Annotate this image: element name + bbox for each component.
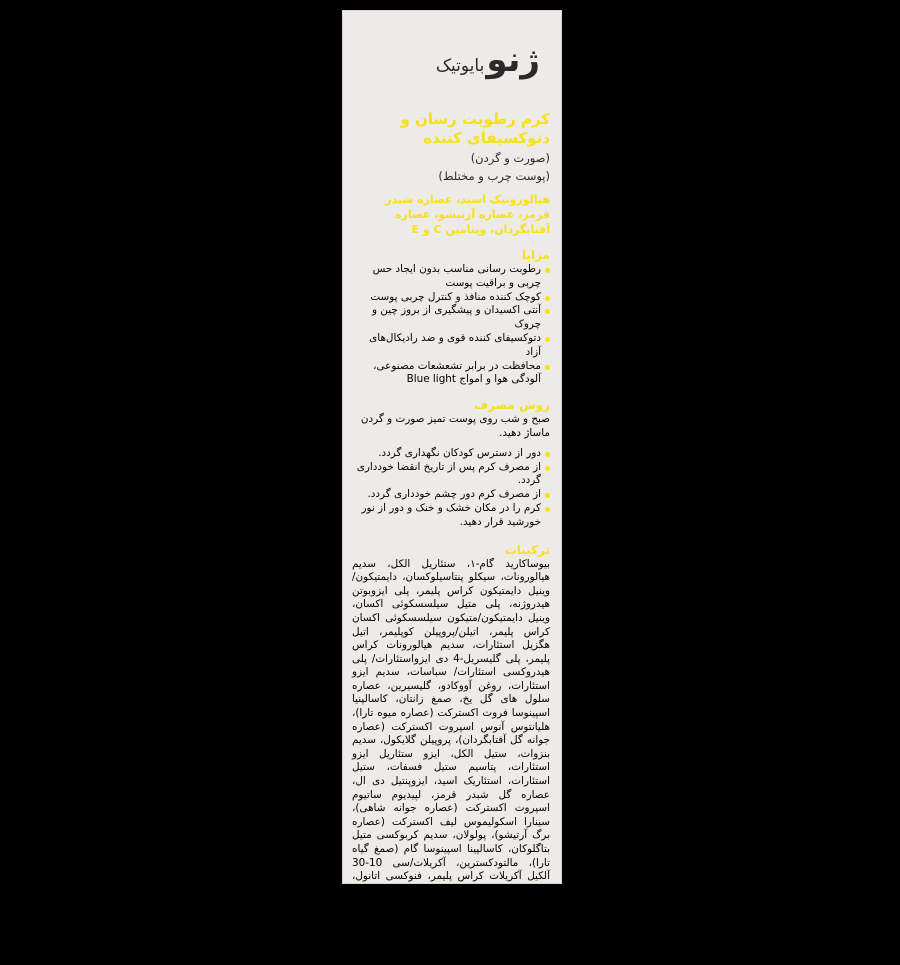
warning-item: دور از دسترس کودکان نگهداری گردد. (352, 447, 550, 461)
usage-text: صبح و شب روی پوست تمیز صورت و گردن ماساژ دهید. (360, 413, 550, 439)
product-info (352, 110, 550, 965)
product-subtitle-area: (صورت و گردن) (470, 151, 550, 165)
warning-item: کرم را در مکان خشک و خنک و دور از نور خورشید قرار دهید. (352, 502, 550, 530)
product-subtitle-skin: (پوست چرب و مختلط) (438, 169, 550, 183)
benefit-item: محافظت در برابر تشعشعات مصنوعی، آلودگی هوا و امواج Blue light (352, 360, 550, 388)
product-title-line2: دتوکسیفای کننده (423, 129, 550, 147)
benefits-list (352, 263, 550, 387)
warning-item: از مصرف کرم دور چشم خودداری گردد. (352, 488, 550, 502)
benefit-item: دتوکسیفای کننده قوی و ضد رادیکال‌های آزاد (352, 332, 550, 360)
usage-heading: روش مصرف (474, 398, 550, 413)
benefits-heading: مزایا (521, 248, 550, 262)
key-ingredients: هیالورونیک اسید، عصاره شبدر قرمز، عصاره آرتیشو، عصاره آفتابگردان، ویتامین C و E (385, 193, 550, 236)
product-box-side-panel (342, 10, 562, 964)
product-title-line1: کرم رطوبت رسان و (400, 110, 550, 128)
warning-item: از مصرف کرم پس از تاریخ انقضا خودداری گردد. (352, 461, 550, 489)
composition-text: بیوساکارید گام-۱، ستئاریل الکل، سدیم هیالورونات، سیکلو پنتاسیلوکسان، دایمتیکون/وینیل دایمتیکون کراس پلیمر، پلی ایزوبوتن هیدروژنه، پلی متیل سیلسسکوئی اکسان، وینیل دایمتیکون/متیکون سیلسسکوئی اکسان کراس پلیمر، اتیلن/پروپیلن کوپلیمر، اتیل هگزیل استئارات، سدیم هیالورونات کراس پلیمر، پلی گلیسریل-4 دی ایزواستئارات/ پلی هیدروکسی استئارات/ سباسات، سدیم ایزو استئارات، روغن آووکادو، گلیسیرین، عصاره سلول های گل یخ، صمغ زانتان، کاسالپنیا اسپینوسا فروت اکسترکت (عصاره میوه تارا)، هلیانتوس آنوس اسپروت اکسترکت (عصاره جوانه گل آفتابگردان)، پروپیلن گلایکول، سدیم بنزوات، ستیل الکل، ایزو ستئاریل ایزو استئارات، پتاسیم ستیل فسفات، ستیل استئارات، استئاریک اسید، ایزوپنتیل دی ال، عصاره گل شبدر قرمز، لپیدیوم ساتیوم اسپروت اکسترکت (عصاره جوانه شاهی)، سینارا اسکولیموس لیف اکسترکت (عصاره برگ آرتیشو)، پولولان، سدیم کربوکسی متیل بتاگلوکان، کاسالپینا اسپینوسا گام (صمغ گیاه تارا)، مالتودکسترین، آکریلات/سی 10-30 آلکیل آکریلات کراس پلیمر، فنوکسی اتانول، کاپریلیل گلایکول، موم زنبور عسل، سیلیکا دی متیل سیلیلات، فسفولیپیدز، توکوفریل استات، رتنیل پالمیتات، پانتوتنیک اسید، آسکوربیل پالمیتات، عصاره برگ آلوئه ورا، اسانس مجاز آرایشی و بهداشتی، دی سدیم ا.د.ت.ا، آب دیونیزه. (352, 557, 551, 964)
brand-logo (435, 40, 540, 80)
warnings-list (352, 447, 550, 530)
benefit-item: کوچک کننده منافذ و کنترل چربی پوست (352, 291, 550, 305)
brand-logo-sub: بایوتیک (435, 55, 485, 76)
benefit-item: آنتی اکسیدان و پیشگیری از بروز چین و چروک (352, 304, 550, 332)
benefit-item: رطوبت رسانی مناسب بدون ایجاد حس چربی و براقیت پوست (352, 263, 550, 291)
brand-logo-main: ژنو (486, 40, 540, 80)
composition-heading: ترکیبات (504, 542, 550, 557)
